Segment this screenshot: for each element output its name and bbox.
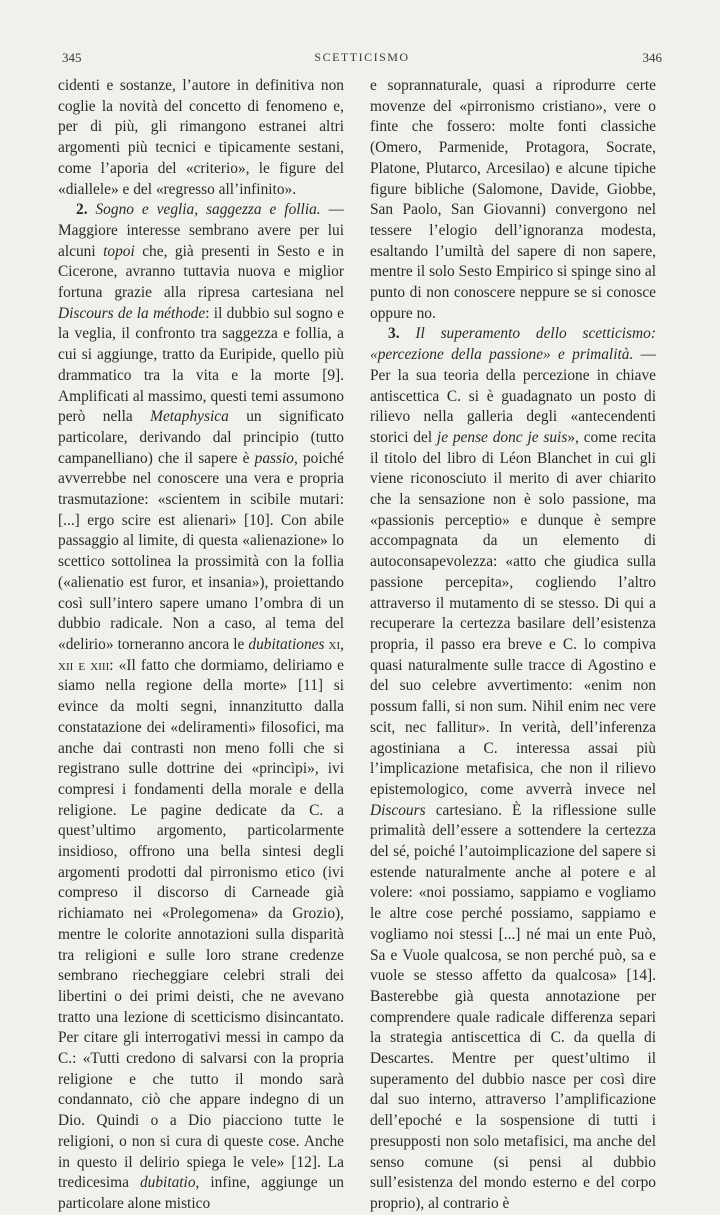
italic-term: passio bbox=[254, 449, 294, 467]
text-run: , poiché avverrebbe nel conoscere una vera e propria trasmutazione: «scientem in scibile mutari: [...] ergo scire est alienari» [10]. Con abile passaggio al limite, di questa «alienazione» lo scettico sottolinea la prossimità con la follia («alienatio est furor, et insania»), proiettando così sull’intero sapere umano l’ombra di un dubbio radicale. Non a caso, al tema del «delirio» torneranno ancora le bbox=[58, 449, 344, 653]
section-3-title: Il superamento dello scetticismo: «percezione della passione» e primalità. bbox=[370, 325, 656, 364]
italic-term: dubitatio bbox=[139, 1174, 196, 1192]
section-2-number: 2. bbox=[76, 201, 88, 219]
text-run: che, già presenti in Sesto e in Cicerone, avranno tuttavia nuova e miglior fortuna grazie alla ripresa cartesiana nel bbox=[58, 242, 344, 302]
italic-quote: je pense donc je suis bbox=[436, 428, 568, 446]
italic-term: topoi bbox=[103, 242, 135, 260]
right-column bbox=[370, 76, 657, 1212]
text-run: , infine, aggiunge un particolare alone mistico bbox=[58, 1174, 344, 1212]
left-paragraph-continuation: cidenti e sostanze, l’autore in definitiva non coglie la novità del concetto di fenomeno e, per di più, gli rimangono estranei altri argomenti più tecnici e tipicamente sestani, come l’aporia del «criterio», le figure del «diallele» e del «regresso all’infinito». bbox=[58, 77, 344, 198]
text-run: », come recita il titolo del libro di Léon Blanchet in cui gli viene riconosciuto il merito di aver chiarito che la sensazione non è solo passione, ma «passionis perceptio» e dunque è sempre accompagnata da un elemento di autoconsapevolezza: «atto che giudica sulla passione percepita», cogliendo l’altro attraverso il mutamento di se stesso. Di qui a recuperare la certezza basilare dell’esistenza propria, il passo era breve e C. lo compiva quasi naturalmente sulle tracce di Agostino e del suo celebre avvertimento: «enim non possum falli, si non sum. Nihil enim nec vere scit, nec fallitur». In verità, dell’inferenza agostiniana a C. interessa assai più l’implicazione metafisica, che non il rilievo epistemologico, come avverrà invece nel bbox=[370, 428, 657, 798]
page-number-left: 345 bbox=[62, 50, 82, 65]
text-run: cartesiano. È la riflessione sulle primalità dell’essere a sottendere la certezza del sé, poiché l’autoimplicazione del sapere si estende naturalmente anche al potere e al volere: «noi possiamo, sappiamo e vogliamo le altre cose perché possiamo, sappiamo e vogliamo noi stessi [...] né mai un ente Può, Sa e Vuole qualcosa, se non perché può, sa e vuole se stesso affetto da qualcosa» [14]. Basterebbe già questa annotazione per comprendere quale radicale differenza separi la strategia antiscettica di C. da quella di Descartes. Mentre per quest’ultimo il superamento del dubbio nasce per così dire dal suo interno, attraverso l’amplificazione dell’epoché e la sospensione di tutti i presupposti non solo metafisici, ma anche del senso comune (si pensi al dubbio sull’esistenza del mondo esterno e del corpo proprio), al contrario è bbox=[370, 801, 656, 1212]
roman-numerals: xi, xii e xiii bbox=[58, 635, 344, 674]
section-3-paragraph bbox=[370, 324, 656, 1214]
text-run: — Per la sua teoria della percezione in chiave antiscettica C. si è guadagnato un posto di rilievo nella galleria degli «antecendenti storici del bbox=[370, 346, 656, 446]
section-2-title: Sogno e veglia, saggezza e follia. bbox=[95, 201, 321, 219]
left-column bbox=[58, 76, 344, 1212]
italic-title: Metaphysica bbox=[150, 408, 229, 426]
page-number-right: 346 bbox=[642, 50, 662, 65]
italic-title: Discours bbox=[370, 801, 426, 819]
right-paragraph-continuation: e soprannaturale, quasi a riprodurre certe movenze del «pirronismo cristiano», vere o finte che fossero: molte fonti classiche (Omero, Parmenide, Protagora, Socrate, Platone, Plutarco, Arcesilao) e alcune tipiche figure bibliche (Salomone, Davide, Giobbe, San Paolo, San Giovanni) convergono nel tessere l’elogio dell’ignoranza modesta, esaltando l’umiltà del sapere di non sapere, mentre il solo Sesto Empirico si spinge sino al punto di non conoscere neppure se si conosce oppure no. bbox=[370, 77, 656, 322]
italic-title: Discours de la méthode bbox=[58, 304, 206, 322]
running-header bbox=[62, 50, 662, 70]
section-2-paragraph bbox=[58, 200, 344, 1214]
text-run: un significato particolare, derivando dal principio (tutto campanelliano) che il sapere è bbox=[58, 408, 344, 467]
italic-term: dubitationes bbox=[248, 635, 325, 653]
text-run: : il dubbio sul sogno e la veglia, il confronto tra saggezza e follia, a cui si aggiunge, tratto da Euripide, quello più drammatico tra la vita e la morte [9]. Amplificati al massimo, questi temi assumono però nella bbox=[58, 304, 344, 426]
text-run: : «Il fatto che dormiamo, deliriamo e siamo nella regione della morte» [11] si evince da molti segni, innanzitutto dalla constatazione dei «deliramenti» filosofici, ma anche dai contrasti non meno folli che si registrano sulle dottrine dei «princìpi», ivi compresi i fondamenti della morale e della religione. Le pagine dedicate da C. a quest’ultimo argomento, particolarmente insidioso, offrono una bella sintesi degli argomenti prodotti dal pirronismo etico (ivi compreso il discorso di Carneade già richiamato nei «Prolegomena» da Grozio), mentre le colorite annotazioni sulla disparità tra religioni e sulle loro strane credenze sembrano riecheggiare celebri strali dei libertini o dei primi deisti, che ne avevano tratto una lezione di scetticismo disincantato. Per citare gli interrogativi messi in campo da C.: «Tutti credono di salvarsi con la propria religione e che tutto il mondo sarà condannato, ciò che appare indegno di un Dio. Quindi o a Dio piacciono tutte le religioni, o non si cura di queste cose. Anche in questo il delirio spiega le vele» [12]. La tredicesima bbox=[58, 656, 344, 1192]
running-title: SCETTICISMO bbox=[314, 50, 410, 64]
section-3-number: 3. bbox=[388, 325, 400, 343]
text-run: — Maggiore interesse sembrano avere per lui alcuni bbox=[58, 201, 344, 260]
